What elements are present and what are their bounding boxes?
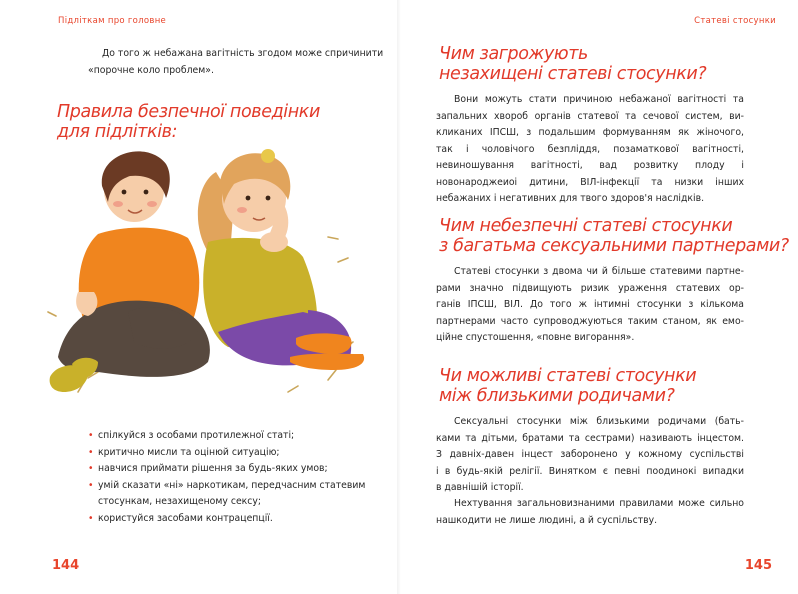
section-heading <box>439 216 789 256</box>
heading-line: Чи можливі статеві стосунки <box>439 366 697 386</box>
list-item <box>88 428 360 445</box>
text-line: З давніх-давен інцест заборонено у кожному суспільстві <box>436 449 744 460</box>
section-paragraph <box>436 496 744 529</box>
boy-figure <box>50 151 210 392</box>
text-line: партнерами часто супроводжуються таким станом, як емо- <box>436 315 744 327</box>
text-line: ганів ІПСШ, ВІЛ. До того ж інтимні стосунки з кількома <box>436 299 744 310</box>
text-line: «порочне коло проблем». <box>88 64 214 76</box>
text-line: До того ж небажана вагітність згодом може спричинити <box>102 48 384 59</box>
heading-line: Правила безпечної поведінки <box>57 102 320 122</box>
section-paragraph <box>436 92 744 142</box>
text-line: кликаних ІПСШ, з подальшим формуванням як жіночого, <box>436 127 744 138</box>
text-line: ками та дітьми, братами та сестрами) називають інцестом. <box>436 432 744 444</box>
list-item <box>88 511 360 528</box>
text-line: нашкодити не лише людині, а й суспільству. <box>436 514 658 526</box>
heading-line: незахищені статеві стосунки? <box>439 64 707 84</box>
text-line: ційне спустошення, «повне вигорання». <box>436 332 635 343</box>
page-number: 144 <box>52 558 80 573</box>
text-line: Вони можуть стати причиною небажаної вагітності та <box>454 94 744 105</box>
text-line: так і чоловічого безпліддя, позаматкової вагітності, невиношування вагітності, вад розвитку плоду і новонароджеиоі дитини, ВІЛ-інфекції та низки інших небажаних і негативних для твого здоров'я наслідків. <box>436 143 744 204</box>
illustration-two-teens-sitting-back-to-back <box>38 142 370 400</box>
heading-line: Чим загрожують <box>439 44 588 64</box>
list-item-line: стосункам, незахищеному сексу; <box>98 496 262 507</box>
text-line: і в будь-якій релігії. Винятком є певні поодинокі випадки <box>436 465 744 477</box>
text-line: Нехтування загальновизнаними правилами може сильно <box>454 498 744 509</box>
section-heading <box>57 102 320 142</box>
section-heading <box>439 44 706 84</box>
text-line: в давнішій історії. <box>436 482 524 493</box>
list-item-line: • критично мисли та оцінюй ситуацію; <box>98 446 280 458</box>
text-line: запальних хвороб органів статевої та сечової систем, ви- <box>436 110 744 122</box>
list-item <box>88 478 366 511</box>
list-item-line: • умій сказати «ні» наркотикам, передчасним статевим <box>98 479 366 491</box>
running-head: Статеві стосунки <box>694 16 776 26</box>
rules-list <box>88 428 366 527</box>
list-item <box>88 445 360 462</box>
section-paragraph <box>436 264 744 347</box>
text-line: Сексуальні стосунки між близькими родичами (бать- <box>454 416 744 427</box>
section-paragraph-continued <box>436 142 744 208</box>
text-line: Статеві стосунки з двома чи й більше статевими партне- <box>454 266 744 277</box>
page-number: 145 <box>744 558 772 573</box>
heading-line: з багатьма сексуальними партнерами? <box>439 236 789 256</box>
list-item <box>88 461 360 478</box>
list-item-line: • спілкуйся з особами протилежної статі; <box>98 430 295 441</box>
heading-line: між близькими родичами? <box>439 386 675 406</box>
list-item-line: • користуйся засобами контрацепції. <box>98 512 273 524</box>
girl-figure <box>198 149 364 370</box>
section-paragraph <box>436 414 744 497</box>
text-line: рами значно підвищують ризик ураження статевих ор- <box>436 282 744 294</box>
list-item-line: • навчися приймати рішення за будь-яких умов; <box>98 463 328 474</box>
intro-paragraph <box>88 46 384 79</box>
heading-line: Чим небезпечні статеві стосунки <box>439 216 733 236</box>
running-head: Підліткам про головне <box>58 16 167 26</box>
heading-line: для підлітків: <box>57 122 178 142</box>
right-page <box>399 0 798 594</box>
section-heading <box>439 366 696 406</box>
